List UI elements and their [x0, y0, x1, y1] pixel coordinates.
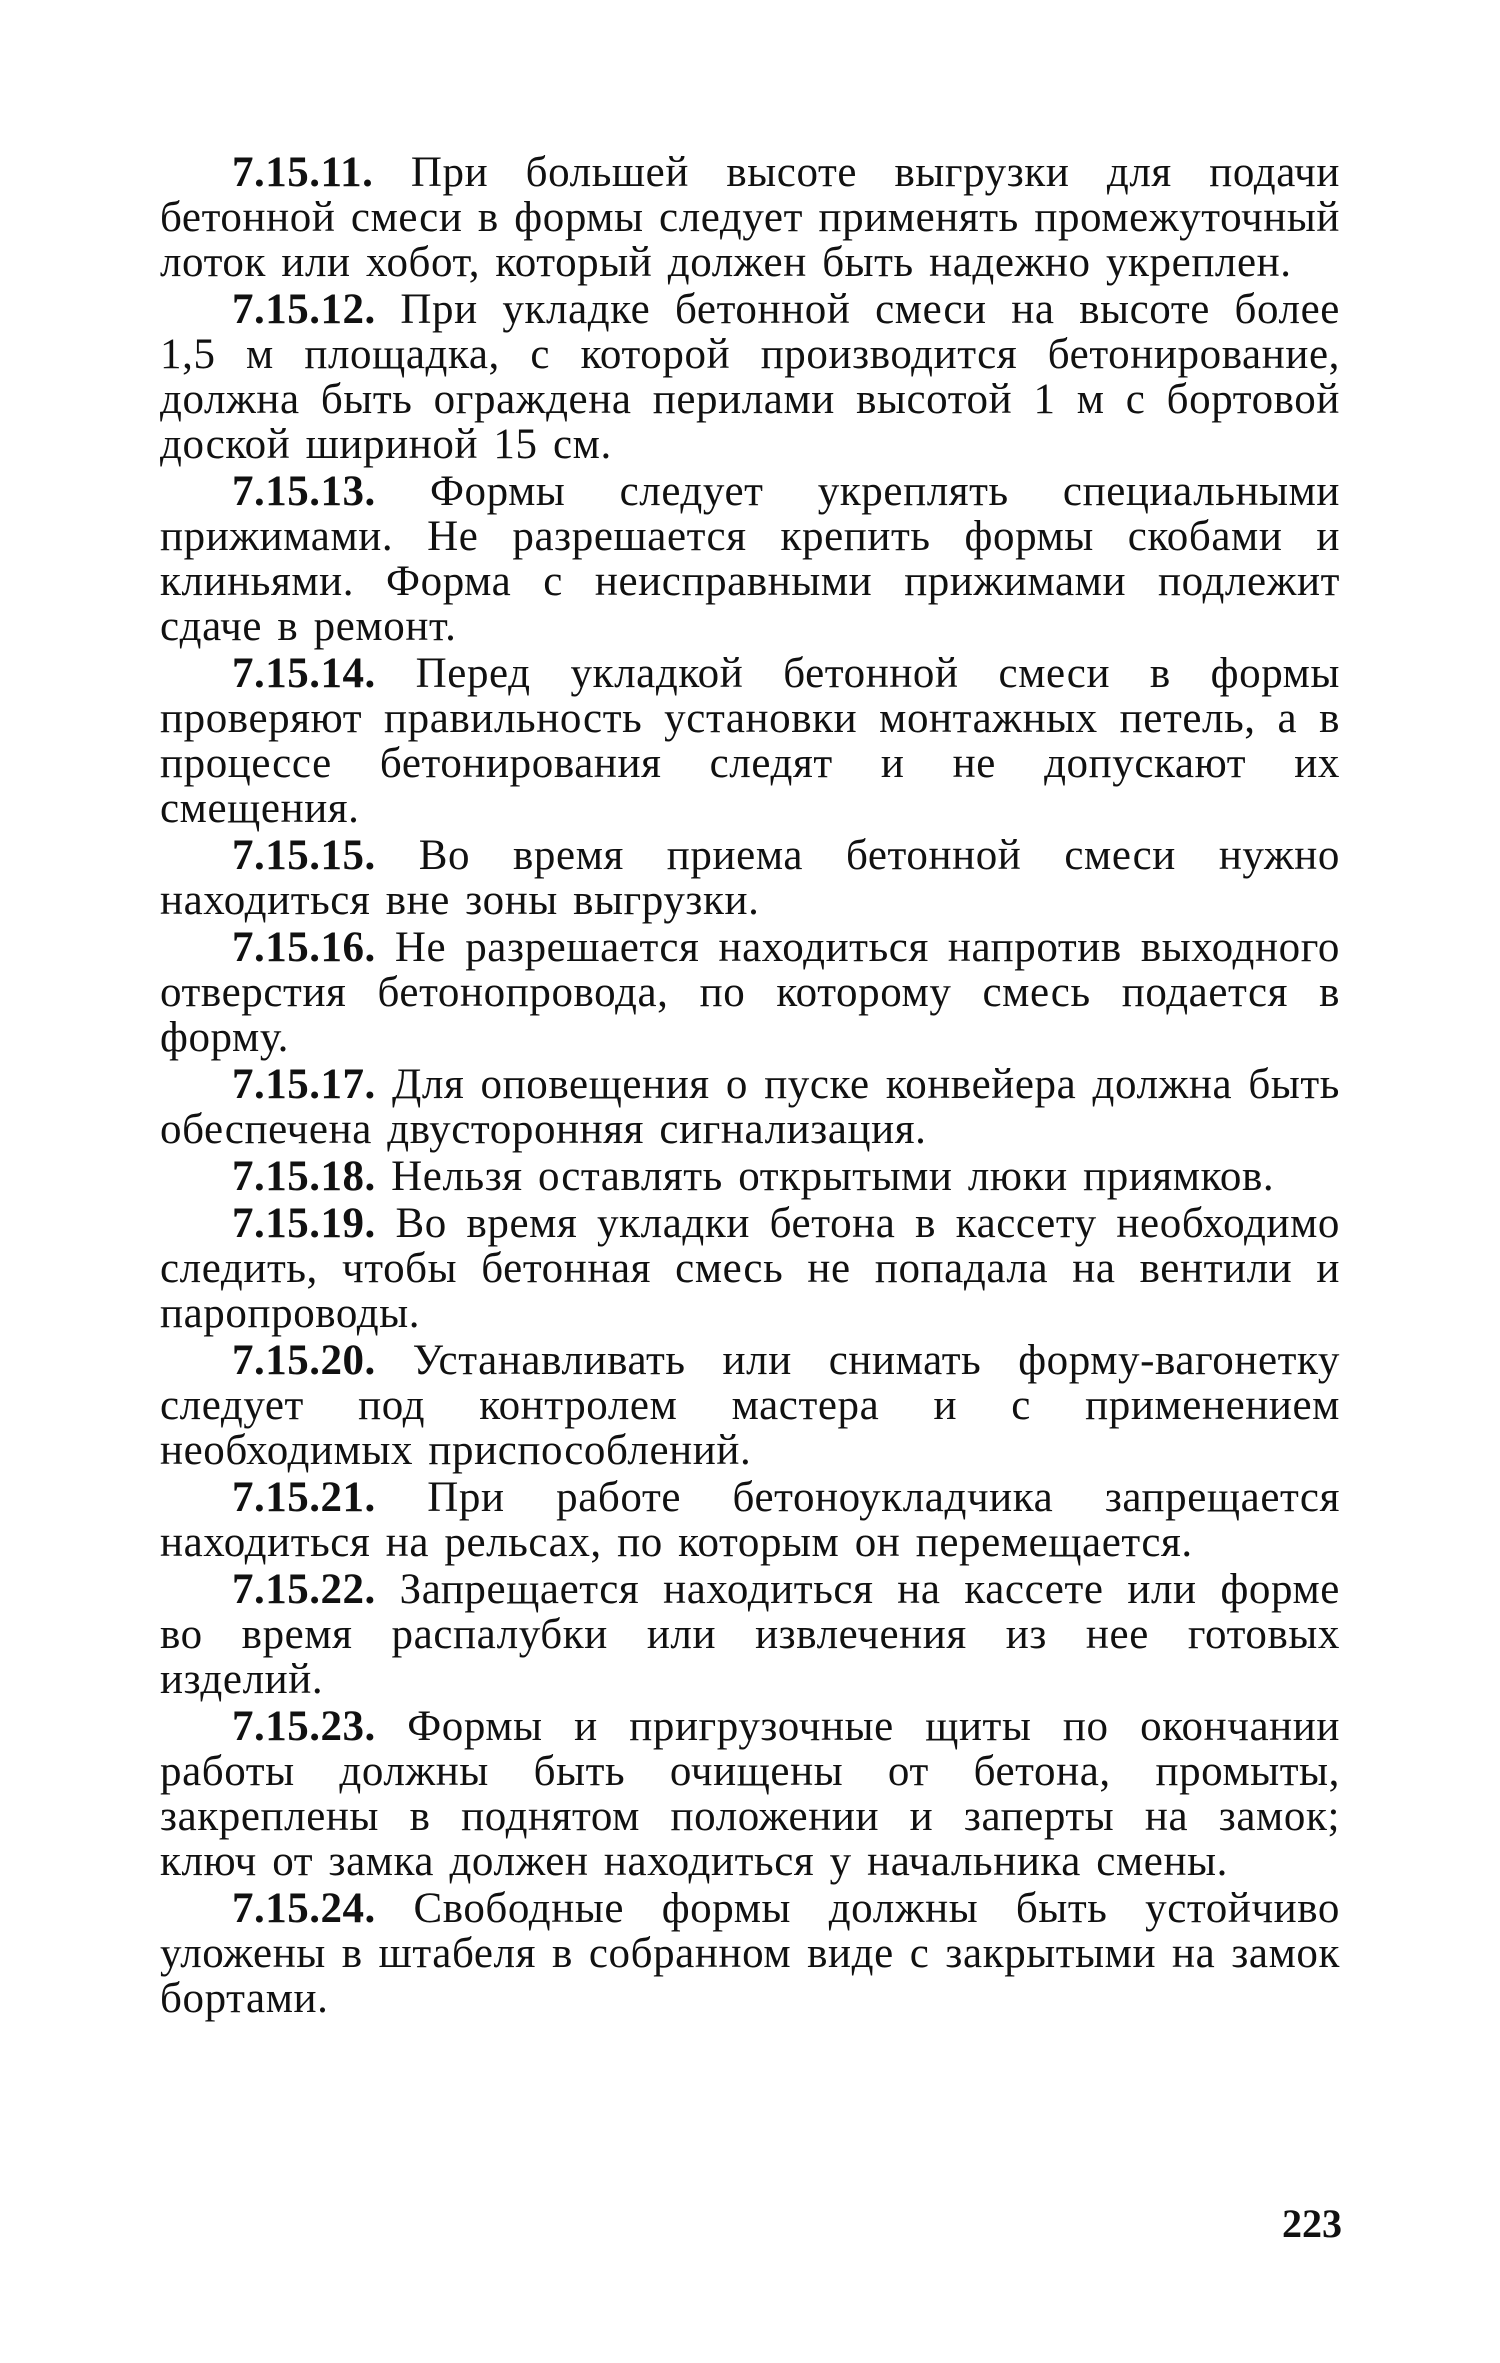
clause-number: 7.15.21. [232, 1474, 376, 1521]
paragraph-7-15-11 [160, 150, 1340, 285]
clause-text: Перед укладкой бетонной смеси в формы проверяют правильность установки монтажных петель, а в процессе бетонирования следят и не допускают их смещения. [160, 650, 1340, 832]
clause-text: Нельзя оставлять открытыми люки приямков. [391, 1153, 1275, 1200]
page-body [160, 150, 1340, 2023]
clause-number: 7.15.15. [232, 832, 376, 879]
clause-number: 7.15.19. [232, 1200, 376, 1247]
clause-text: Устанавливать или снимать форму-вагонетку следует под контролем мастера и с применением необходимых приспособлений. [160, 1337, 1340, 1474]
paragraph-7-15-19 [160, 1201, 1340, 1336]
clause-number: 7.15.11. [232, 149, 374, 196]
clause-text: При укладке бетонной смеси на высоте более 1,5 м площадка, с которой производится бетонирование, должна быть ограждена перилами высотой 1 м с бортовой доской шириной 15 см. [160, 286, 1340, 468]
clause-number: 7.15.12. [232, 286, 376, 333]
clause-text: Формы и пригрузочные щиты по окончании работы должны быть очищены от бетона, промыты, закреплены в поднятом положении и заперты на замок; ключ от замка должен находиться у начальника смены. [160, 1703, 1340, 1885]
paragraph-7-15-16 [160, 925, 1340, 1060]
paragraph-7-15-24 [160, 1886, 1340, 2021]
paragraph-7-15-22 [160, 1567, 1340, 1702]
paragraph-7-15-21 [160, 1475, 1340, 1565]
paragraph-7-15-23 [160, 1704, 1340, 1884]
clause-number: 7.15.17. [232, 1061, 376, 1108]
clause-number: 7.15.20. [232, 1337, 376, 1384]
paragraph-7-15-18 [160, 1154, 1340, 1199]
clause-text: Запрещается находиться на кассете или форме во время распалубки или извлечения из нее готовых изделий. [160, 1566, 1340, 1703]
clause-number: 7.15.22. [232, 1566, 376, 1613]
clause-text: Во время приема бетонной смеси нужно находиться вне зоны выгрузки. [160, 832, 1340, 924]
clause-text: Формы следует укреплять специальными прижимами. Не разрешается крепить формы скобами и клиньями. Форма с неисправными прижимами подлежит сдаче в ремонт. [160, 468, 1340, 650]
paragraph-7-15-12 [160, 287, 1340, 467]
clause-text: Не разрешается находиться напротив выходного отверстия бетонопровода, по которому смесь подается в форму. [160, 924, 1340, 1061]
clause-number: 7.15.13. [232, 468, 376, 515]
clause-text: При работе бетоноукладчика запрещается находиться на рельсах, по которым он перемещается. [160, 1474, 1340, 1566]
clause-text: При большей высоте выгрузки для подачи бетонной смеси в формы следует применять промежуточный лоток или хобот, который должен быть надежно укреплен. [160, 149, 1340, 286]
paragraph-7-15-15 [160, 833, 1340, 923]
clause-number: 7.15.14. [232, 650, 376, 697]
page-number: 223 [1282, 2201, 1342, 2246]
clause-number: 7.15.24. [232, 1885, 376, 1932]
clause-text: Для оповещения о пуске конвейера должна быть обеспечена двусторонняя сигнализация. [160, 1061, 1340, 1153]
paragraph-7-15-17 [160, 1062, 1340, 1152]
clause-text: Во время укладки бетона в кассету необходимо следить, чтобы бетонная смесь не попадала на вентили и паропроводы. [160, 1200, 1340, 1337]
clause-text: Свободные формы должны быть устойчиво уложены в штабеля в собранном виде с закрытыми на замок бортами. [160, 1885, 1340, 2022]
clause-number: 7.15.18. [232, 1153, 376, 1200]
paragraph-7-15-14 [160, 651, 1340, 831]
clause-number: 7.15.23. [232, 1703, 376, 1750]
clause-number: 7.15.16. [232, 924, 376, 971]
paragraph-7-15-20 [160, 1338, 1340, 1473]
paragraph-7-15-13 [160, 469, 1340, 649]
